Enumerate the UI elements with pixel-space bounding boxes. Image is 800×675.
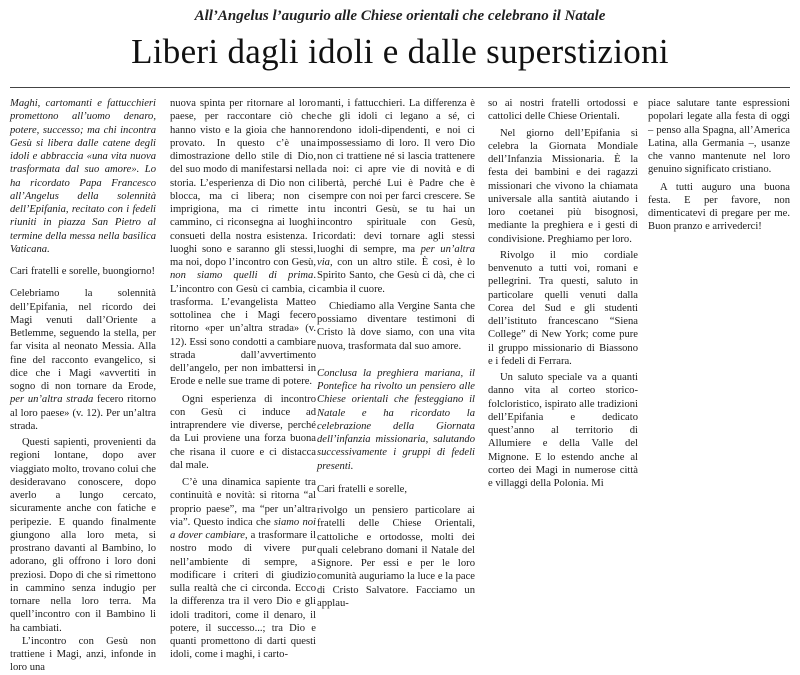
body-paragraph: Ogni esperienza di incontro con Gesù ci induce ad intraprendere vie diverse, perché da Lui proviene una forza buona che risana il cuore e ci distacca dal male. [170,393,316,471]
body-paragraph: L’incontro con Gesù non trattiene i Magi, anzi, infonde in loro una [10,635,156,674]
body-paragraph: Questi sapienti, provenienti da regioni lontane, dopo aver viaggiato molto, trovano colui che desideravano conoscere, dopo averlo a lungo cercato, sicuramente anche con fatiche e peripezie. E quando finalmente giungono alla loro meta, si prostrano davanti al Bambino, lo adorano, gli offrono i loro doni preziosi. Dopo di che si rimettono in cammino senza indugio per tornare nella loro terra. Ma quell’incontro con il Bambino li ha cambiati. [10,437,156,634]
headline: Liberi dagli idoli e dalle superstizioni [131,32,669,71]
column-3 [317,97,476,609]
italic-run: per un’altra via [317,243,476,268]
text-run: nuova spinta per ritornare al loro paese, per raccontare ciò che hanno visto e la gioia che hanno provato. In questo c’è una dimostrazione dello stile di Dio, del suo modo di manifestarsi nella storia. L’esperienza di Dio non ci blocca, ma ci libera; non ci imprigiona, ma ci rimette in cammino, ci riconsegna ai luoghi consueti della nostra esistenza. I luoghi sono e saranno gli stessi, ma noi, dopo l’incontro con Gesù, [170,98,316,268]
body-paragraph: Nel giorno dell’Epifania si celebra la Giornata Mondiale dell’Infanzia Missionaria. È la festa dei bambini e dei ragazzi missionari che vivono la chiamata universale alla santità aiutando i loro coetanei più bisognosi, mediante la preghiera e i gesti di condivisione. Preghiamo per loro. [488,127,638,245]
body-paragraph [317,97,475,296]
intro-paragraph: Conclusa la preghiera mariana, il Pontefice ha rivolto un pensiero alle Chiese orientali che festeggiano il Natale e ha ricordato la celebrazione della Giornata dell’infanzia missionaria, salutando successivamente i gruppi di fedeli presenti. [317,367,475,472]
body-paragraph: Un saluto speciale va a quanti danno vita al corteo storico-folcloristico, ispirato alle tradizioni dell’Epifania e dedicato quest’anno al territorio di Allumiere e della Valle del Mignone. E lo estendo anche al corteo dei Magi in numerose città e villaggi della Polonia. Mi [488,372,638,489]
text-run: . L’incontro con Gesù ci cambia, ci trasforma. L’evangelista Matteo sottolinea che i Magi fecero ritorno «per un’altra strada» (v. 12). Essi sono condotti a cambiare strada dall’avvertimento dell’angelo, per non imbattersi in Erode e nelle sue trame di potere. [170,270,316,388]
text-run: , con un altro stile. È così, è lo Spirito Santo, che Gesù ci dà, che ci cambia il cuore. [317,257,475,295]
greeting: Cari fratelli e sorelle, [317,483,408,495]
text-run: C’è una dinamica sapiente tra continuità e novità: si ritorna “al proprio paese”, ma “per un’altra via”. Questo indica che [170,477,316,528]
header-rule [10,87,790,88]
column-5 [648,97,790,575]
body-paragraph: rivolgo un pensiero particolare ai fratelli delle Chiese Orientali, cattoliche e ortodosse, molti dei quali celebrano domani il Natale del Signore. Per essi e per le loro comunità auguriamo la luce e la pace di Cristo Salvatore. Facciamo un applau- [317,505,475,609]
greeting: Cari fratelli e sorelle, buongiorno! [10,266,156,277]
body-paragraph [10,287,156,433]
body-paragraph: A tutti auguro una buona festa. E per favore, non dimenticatevi di pregare per me. Buon pranzo e arrivederci! [648,181,790,233]
italic-run: per un’altra strada [10,394,94,406]
column-4 [488,97,638,575]
text-run: manti, i fattucchieri. La differenza è che gli idoli ci legano a sé, ci rendono idoli-dipendenti, e noi ci impossessiamo di loro. Il vero Dio non ci trattiene né si lascia trattenere da noi: ci apre vie di novità e di libertà, perché Lui è Padre che è sempre con noi per farci crescere. Se tu incontri Gesù, se tu hai un incontro spirituale con Gesù, ricordati: devi tornare agli stessi luoghi di sempre, ma [317,98,475,255]
kicker: All’Angelus l’augurio alle Chiese orientali che celebrano il Natale [194,8,606,24]
body-paragraph: so ai nostri fratelli ortodossi e cattolici delle Chiese Orientali. [488,98,638,123]
column-1 [10,97,156,674]
text-run: , a trasformare il nostro modo di vivere pur nell’ambiente di sempre, a modificare i criteri di giudizio sulla realtà che ci circonda. Ecco la differenza tra il vero Dio e gli idoli traditori, come il denaro, il potere, il successo...; tra Dio e quanti promettono di darti questi idoli, come i maghi, i carto- [170,530,316,661]
body-paragraph: piace salutare tante espressioni popolari legate alla festa di oggi – penso alla Spagna, all’America Latina, alla Germania –, usanze che vanno mantenute nel loro genuino significato cristiano. [648,98,790,176]
italic-run: siamo noi a dover cambiare [170,516,317,541]
italic-run: non siamo quelli di prima [170,270,314,282]
text-run: fecero ritorno al loro paese» (v. 12). Per un’altra strada. [10,394,156,432]
intro-paragraph: Maghi, cartomanti e fattucchieri promettono all’uomo denaro, potere, successo; ma chi incontra Gesù si libera dalle catene degli idoli e abbraccia «una vita nuova trasformata dal suo amore». Lo ha ricordato Papa Francesco all’Angelus della solennità dell’Epifania, recitato con i fedeli riuniti in piazza San Pietro al termine della messa nella basilica Vaticana. [10,98,156,255]
body-paragraph: Chiediamo alla Vergine Santa che possiamo diventare testimoni di Cristo là dove siamo, con una vita nuova, trasformata dal suo amore. [317,300,475,352]
body-paragraph: Rivolgo il mio cordiale benvenuto a tutti voi, romani e pellegrini. Tra questi, saluto in particolare quelli venuti dalla Corea del Sud e gli studenti dell’istituto francescano “Siena College” di New York; come pure il gruppo missionario di Biassono e i fedeli di Ferrara. [488,249,638,367]
body-paragraph [170,476,316,662]
text-run: Celebriamo la solennità dell’Epifania, nel ricordo dei Magi venuti dall’Oriente a Betlemme, seguendo la stella, per far visita al neonato Messia. Alla fine del racconto evangelico, si dice che i Magi «avvertiti in sogno di non tornare da Erode, [10,288,156,392]
column-2 [170,97,317,661]
body-paragraph [170,97,316,389]
